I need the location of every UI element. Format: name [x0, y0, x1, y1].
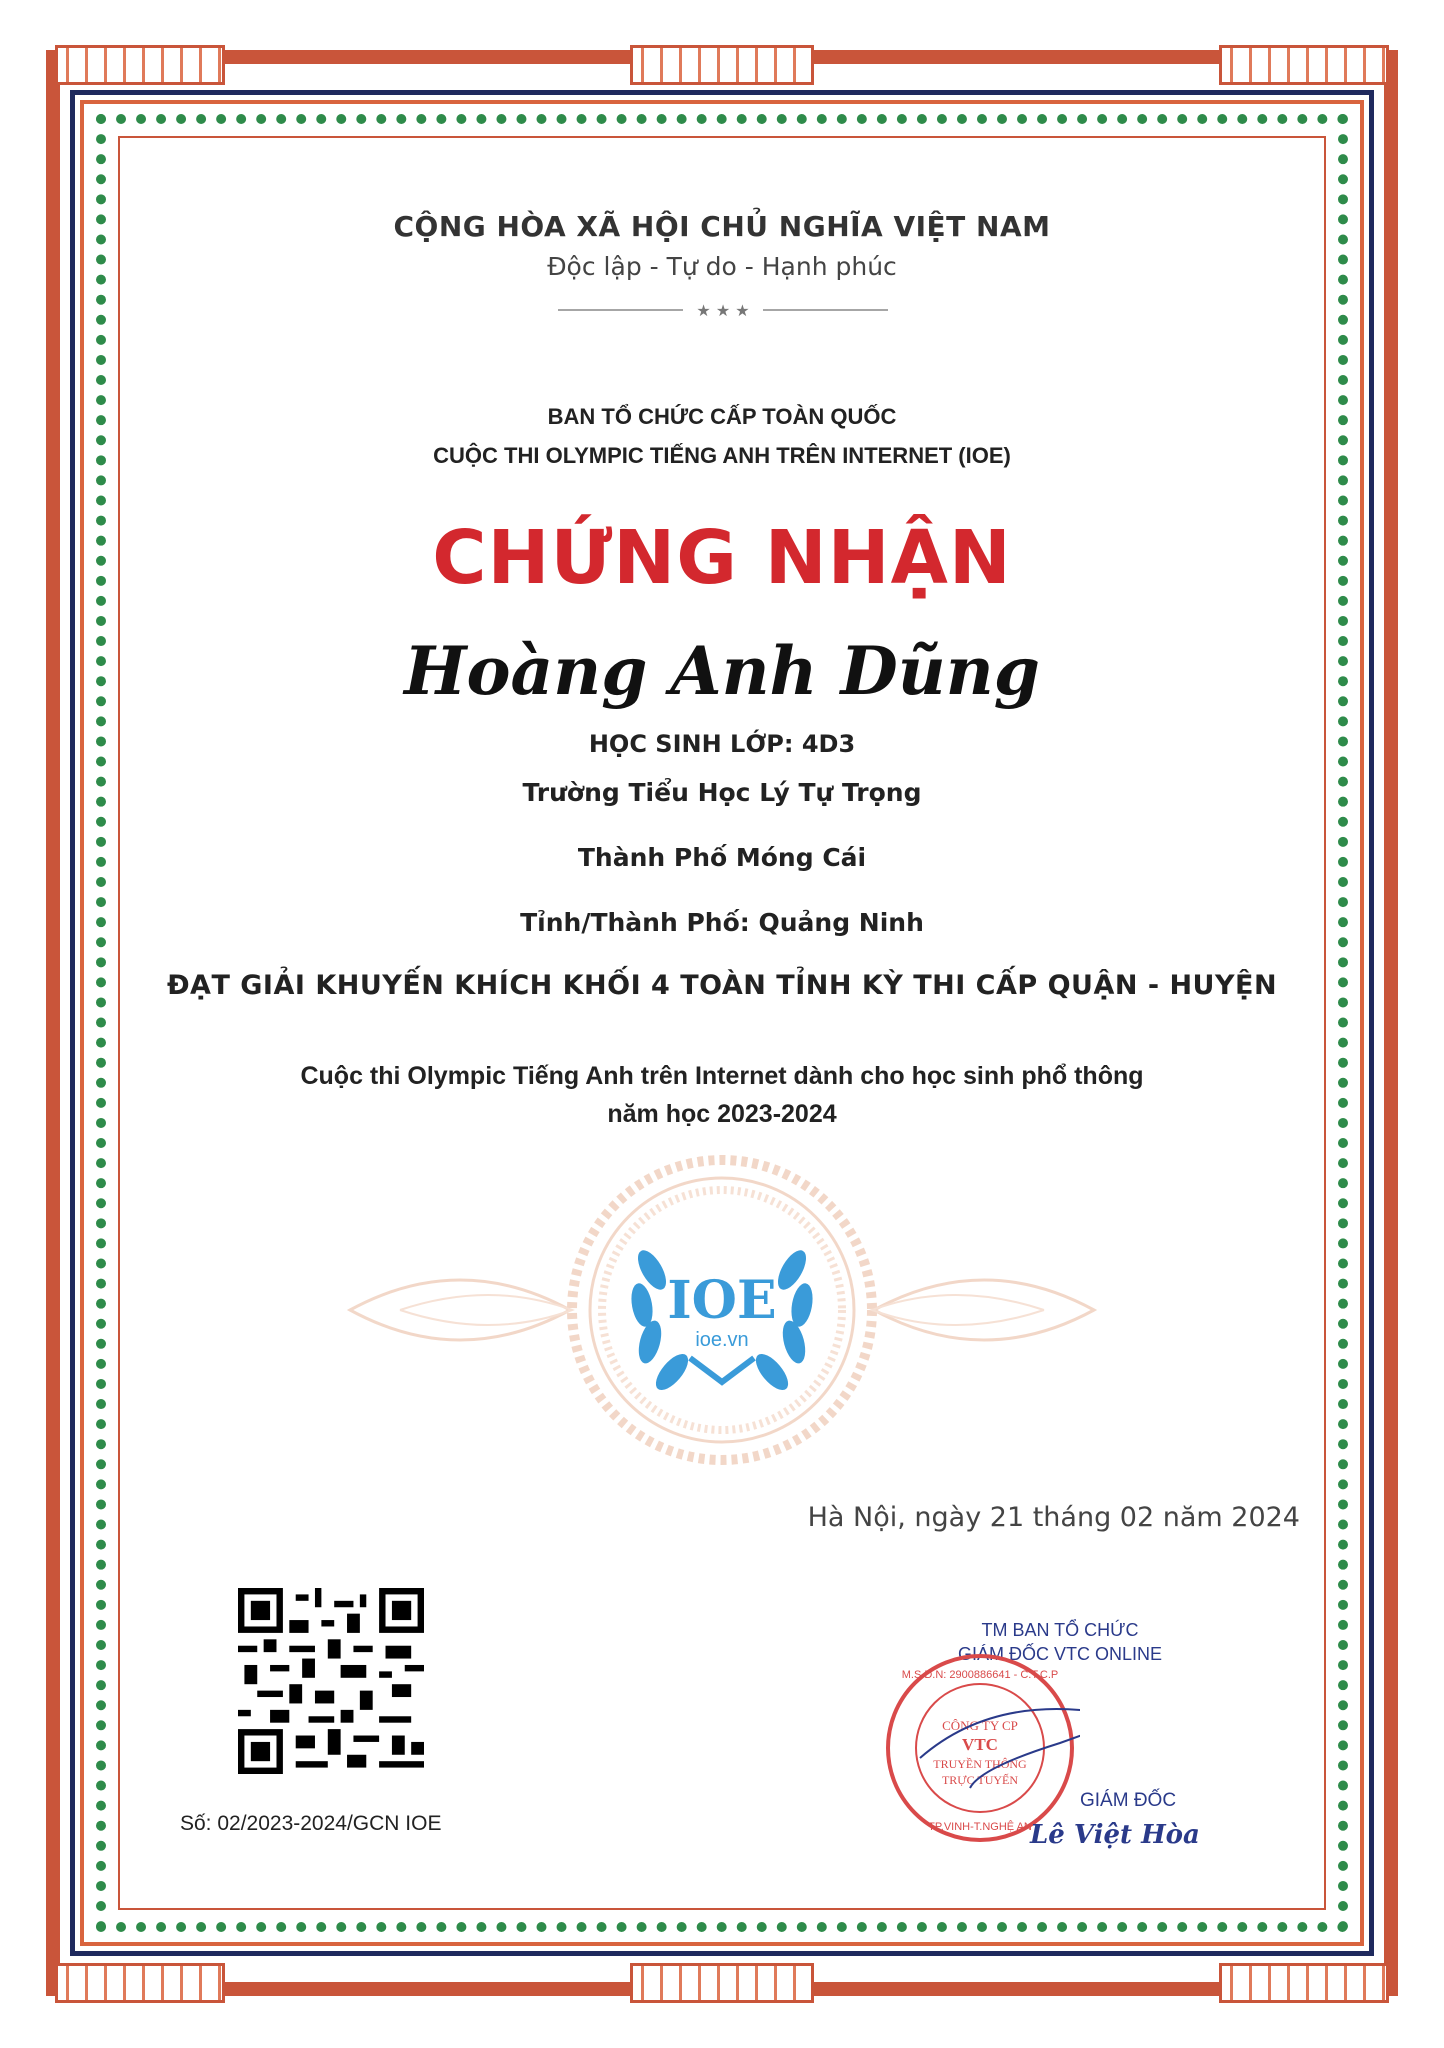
- school-name: Trường Tiểu Học Lý Tự Trọng: [522, 778, 922, 807]
- signature-heading-1: TM BAN TỔ CHỨC: [981, 1620, 1139, 1640]
- student-class: HỌC SINH LỚP: 4D3: [588, 730, 856, 758]
- svg-text:TP.VINH-T.NGHỆ AN: TP.VINH-T.NGHỆ AN: [928, 1821, 1032, 1833]
- certificate-serial-number: Số: 02/2023-2024/GCN IOE: [180, 1812, 442, 1835]
- award-text: ĐẠT GIẢI KHUYẾN KHÍCH KHỐI 4 TOÀN TỈNH KỲ THI CẤP QUẬN - HUYỆN: [166, 970, 1278, 1001]
- contest-description: Cuộc thi Olympic Tiếng Anh trên Internet dành cho học sinh phổ thông: [300, 1062, 1144, 1090]
- svg-text:IOE: IOE: [667, 1270, 777, 1331]
- svg-text:M.S.D.N: 2900886641 - C.T.C.P: M.S.D.N: 2900886641 - C.T.C.P: [901, 1669, 1059, 1681]
- province-name: Tỉnh/Thành Phố: Quảng Ninh: [520, 908, 924, 937]
- signer-name: Lê Việt Hòa: [1030, 1820, 1200, 1850]
- contest-year: năm học 2023-2024: [607, 1100, 837, 1128]
- svg-text:TRỰC TUYẾN: TRỰC TUYẾN: [941, 1773, 1019, 1787]
- corner-ornament: [1219, 45, 1389, 85]
- ioe-emblem: [340, 1150, 1104, 1470]
- certificate-title: CHỨNG NHẬN: [432, 515, 1012, 601]
- svg-text:VTC: VTC: [962, 1735, 998, 1754]
- student-name: Hoàng Anh Dũng: [404, 632, 1040, 710]
- official-stamp: [880, 1648, 1080, 1848]
- signature-block: [900, 1620, 1240, 1860]
- corner-ornament: [55, 1963, 225, 2003]
- corner-ornament: [1219, 1963, 1389, 2003]
- top-ornament: [630, 45, 814, 85]
- bottom-ornament: [630, 1963, 814, 2003]
- svg-text:★ ★ ★: ★ ★ ★: [696, 301, 750, 320]
- issue-date: Hà Nội, ngày 21 tháng 02 năm 2024: [807, 1502, 1300, 1533]
- svg-text:TRUYỀN THÔNG: TRUYỀN THÔNG: [933, 1757, 1027, 1771]
- corner-ornament: [55, 45, 225, 85]
- national-title: CỘNG HÒA XÃ HỘI CHỦ NGHĨA VIỆT NAM: [393, 210, 1051, 243]
- organizer-line-2: CUỘC THI OLYMPIC TIẾNG ANH TRÊN INTERNET (IOE): [433, 443, 1011, 468]
- city-name: Thành Phố Móng Cái: [577, 843, 867, 872]
- signature-heading-2: GIÁM ĐỐC VTC ONLINE: [957, 1644, 1163, 1664]
- signer-role: GIÁM ĐỐC: [1080, 1790, 1177, 1811]
- star-divider: [558, 300, 888, 320]
- qr-code-icon[interactable]: [238, 1588, 424, 1774]
- national-motto: Độc lập - Tự do - Hạnh phúc: [547, 252, 897, 281]
- svg-text:CÔNG TY CP: CÔNG TY CP: [942, 1718, 1018, 1733]
- organizer-line-1: BAN TỔ CHỨC CẤP TOÀN QUỐC: [547, 404, 897, 429]
- svg-text:ioe.vn: ioe.vn: [695, 1329, 749, 1351]
